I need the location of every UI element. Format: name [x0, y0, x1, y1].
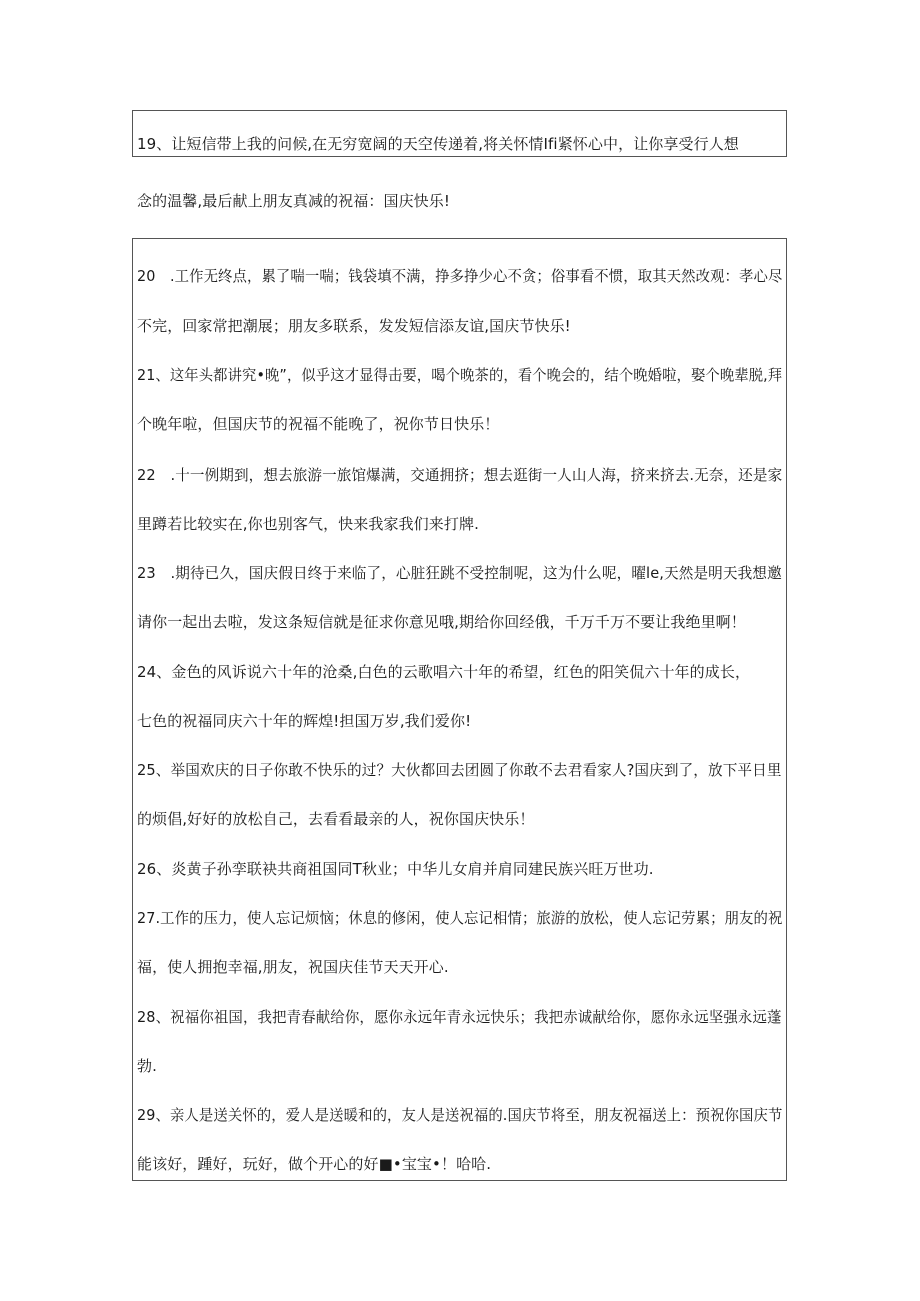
paragraph-24-line-1: 24、金色的风诉说六十年的沧桑,白色的云歌唱六十年的希望，红色的阳笑侃六十年的成长， [137, 663, 751, 681]
paragraph-23-line-1: 23 .期待已久，国庆假日终于来临了，心脏狂跳不受控制呢，这为什么呢，曜le,天然是明天我想邀 [137, 564, 782, 582]
paragraph-21-line-1: 21、这年头都讲究•晚”，似乎这才显得击要，喝个晚茶的，看个晚会的，结个晚婚啦，娶个晚辈脱,拜 [137, 366, 783, 384]
paragraph-20-line-1: 20 .工作无终点，累了喘一喘；钱袋填不满，挣多挣少心不贪；俗事看不惯，取其天然改观：孝心尽 [137, 267, 783, 285]
paragraph-27-line-2: 福，使人拥抱幸福,朋友，祝国庆佳节天天开心. [137, 958, 449, 976]
paragraph-25-line-1: 25、举国欢庆的日子你敢不快乐的过？大伙都回去团圆了你敢不去君看家人?国庆到了，放下平日里 [137, 761, 782, 779]
paragraph-24-line-2: 七色的祝福同庆六十年的辉煌!担国万岁,我们爱你! [137, 712, 472, 730]
paragraph-20-line-2: 不完，回家常把潮展；朋友多联系，发发短信添友谊,国庆节快乐! [137, 317, 571, 335]
paragraph-29-line-1: 29、亲人是送关怀的，爱人是送暖和的，友人是送祝福的.国庆节将至，朋友祝福送上：预祝你国庆节 [137, 1106, 783, 1124]
paragraph-28-line-2: 勃. [137, 1057, 157, 1075]
paragraph-23-line-2: 请你一起出去啦，发这条短信就是征求你意见哦,期给你回经俄，千万千万不要让我绝里啊！ [137, 613, 746, 631]
paragraph-21-line-2: 个晚年啦，但国庆节的祝福不能晚了，祝你节日快乐！ [137, 415, 500, 433]
paragraph-25-line-2: 的烦倡,好好的放松自己，去看看最亲的人，祝你国庆快乐！ [137, 810, 535, 828]
paragraph-27-line-1: 27.工作的压力，使人忘记烦恼；休息的修闲，使人忘记相情；旅游的放松，使人忘记劳累；朋友的祝 [137, 909, 783, 927]
paragraph-22-line-2: 里蹲若比较实在,你也别客气，快来我家我们来打牌. [137, 515, 479, 533]
paragraph-19-line-2: 念的温馨,最后献上朋友真减的祝福：国庆快乐! [137, 192, 450, 210]
paragraph-26-line-1: 26、炎黄子孙孪联袂共商祖国同T秋业；中华儿女肩并肩同建民族兴旺万世功. [137, 860, 654, 878]
paragraph-22-line-1: 22 .十一例期到，想去旅游一旅馆爆满，交通拥挤；想去逛街一人山人海，挤来挤去.无奈，还是家 [137, 466, 783, 484]
paragraph-29-line-2: 能该好，踵好，玩好，做个开心的好■•宝宝•！哈哈. [137, 1155, 492, 1173]
paragraph-28-line-1: 28、祝福你祖国，我把青春献给你，愿你永远年青永远快乐；我把赤诚献给你，愿你永远坚强永远蓬 [137, 1008, 782, 1026]
paragraph-19-line-1: 19、让短信带上我的问候,在无穷宽阔的天空传递着,将关怀情Ifi紧怀心中，让你享受行人想 [137, 135, 739, 153]
